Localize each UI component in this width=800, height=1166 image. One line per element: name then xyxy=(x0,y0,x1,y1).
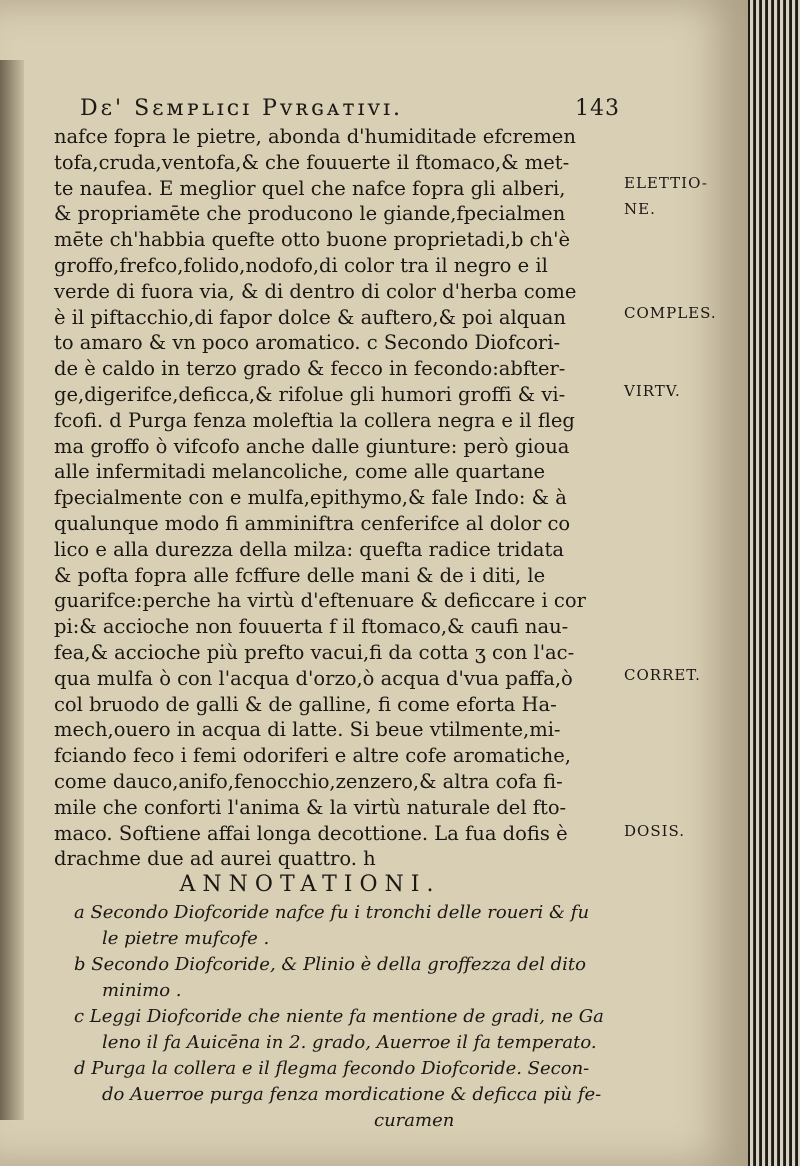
page-edge-stack xyxy=(748,0,800,1166)
text-line: ge,digerifce,deficca,& rifolue gli humori groffi & vi- xyxy=(54,382,566,406)
annotations-notes xyxy=(74,900,634,1134)
margin-note-elettione-cont: NE. xyxy=(624,200,656,218)
text-line: groffo,frefco,folido,nodofo,di color tra il negro e il xyxy=(54,253,548,277)
text-line: fciando feco i femi odoriferi e altre cofe aromatiche, xyxy=(54,744,571,768)
text-line: drachme due ad aurei quattro. h xyxy=(54,847,376,871)
text-line: maco. Softiene affai longa decottione. La fua dofis è xyxy=(54,821,568,845)
text-line: qualunque modo fi amminiftra cenferifce al dolor co xyxy=(54,511,571,535)
text-line: & propriamēte che producono le giande,fpecialmen xyxy=(54,202,566,226)
catchword: curamen xyxy=(374,1110,455,1131)
margin-note-correttione: CORRET. xyxy=(624,666,701,684)
margin-note-dosis: DOSIS. xyxy=(624,822,686,840)
text-line: lico e alla durezza della milza: quefta radice tridata xyxy=(54,537,564,561)
text-line: nafce fopra le pietre, abonda d'humiditade efcremen xyxy=(54,125,576,148)
text-line: te naufea. E meglior quel che nafce fopra gli alberi, xyxy=(54,176,566,200)
margin-note-complessione: COMPLES. xyxy=(624,304,717,322)
text-line: col bruodo de galli & de galline, fi come eforta Ha- xyxy=(54,692,557,716)
text-line: mile che conforti l'anima & la virtù naturale del fto- xyxy=(54,795,567,819)
text-line: de è caldo in terzo grado & fecco in fecondo:abfter- xyxy=(54,357,566,381)
page-header xyxy=(80,96,620,126)
text-line: fea,& accioche più prefto vacui,fi da cotta ʒ con l'ac- xyxy=(54,640,575,664)
margin-note-elettione: ELETTIO- xyxy=(624,174,708,192)
note-line: b Secondo Diofcoride, & Plinio è della groffezza del dito xyxy=(74,954,586,975)
text-line: mech,ouero in acqua di latte. Si beue vtilmente,mi- xyxy=(54,718,561,742)
note-line: leno il fa Auicēna in 2. grado, Auerroe il fa temperato. xyxy=(102,1032,597,1053)
text-line: è il piftacchio,di fapor dolce & auftero,& poi alquan xyxy=(54,305,566,329)
note-line: do Auerroe purga fenza mordicatione & deficca più fe- xyxy=(102,1084,602,1105)
note-line: c Leggi Diofcoride che niente fa mentione de gradi, ne Ga xyxy=(74,1006,604,1027)
text-line: pi:& accioche non fouuerta f il ftomaco,& caufi nau- xyxy=(54,615,569,639)
note-line: a Secondo Diofcoride nafce fu i tronchi delle roueri & fu xyxy=(74,902,590,923)
text-line: come dauco,anifo,fenocchio,zenzero,& altra cofa fi- xyxy=(54,769,563,793)
text-line: fcofi. d Purga fenza moleftia la collera negra e il fleg xyxy=(54,408,575,432)
text-line: alle infermitadi melancoliche, come alle quartane xyxy=(54,460,546,484)
text-line: mēte ch'habbia quefte otto buone proprietadi,b ch'è xyxy=(54,228,571,252)
text-line: ma groffo ò vifcofo anche dalle giunture: però gioua xyxy=(54,434,570,458)
note-line: minimo . xyxy=(102,980,182,1001)
text-line: guarifce:perche ha virtù d'eftenuare & deficcare i cor xyxy=(54,589,586,613)
page-gutter xyxy=(0,60,24,1120)
text-line: qua mulfa ò con l'acqua d'orzo,ò acqua d'vua paffa,ò xyxy=(54,666,573,690)
body-text xyxy=(54,124,614,872)
text-line: tofa,cruda,ventofa,& che fouuerte il ftomaco,& met- xyxy=(54,150,570,174)
annotations-heading: ANNOTATIONI. xyxy=(179,872,441,897)
page-number: 143 xyxy=(575,96,620,121)
margin-note-virtu: VIRTV. xyxy=(624,382,681,400)
note-line: le pietre mufcofe . xyxy=(102,928,270,949)
text-line: verde di fuora via, & di dentro di color d'herba come xyxy=(54,279,577,303)
text-line: fpecialmente con e mulfa,epithymo,& fale Indo: & à xyxy=(54,486,567,510)
text-line: to amaro & vn poco aromatico. c Secondo Diofcori- xyxy=(54,331,561,355)
running-title: Dɛ' Sɛᴍᴘʟɪᴄɪ Pᴠʀɢᴀᴛɪᴠɪ. xyxy=(80,96,404,121)
text-line: & pofta fopra alle fcffure delle mani & de i diti, le xyxy=(54,563,546,587)
note-line: d Purga la collera e il flegma fecondo Diofcoride. Secon- xyxy=(74,1058,590,1079)
